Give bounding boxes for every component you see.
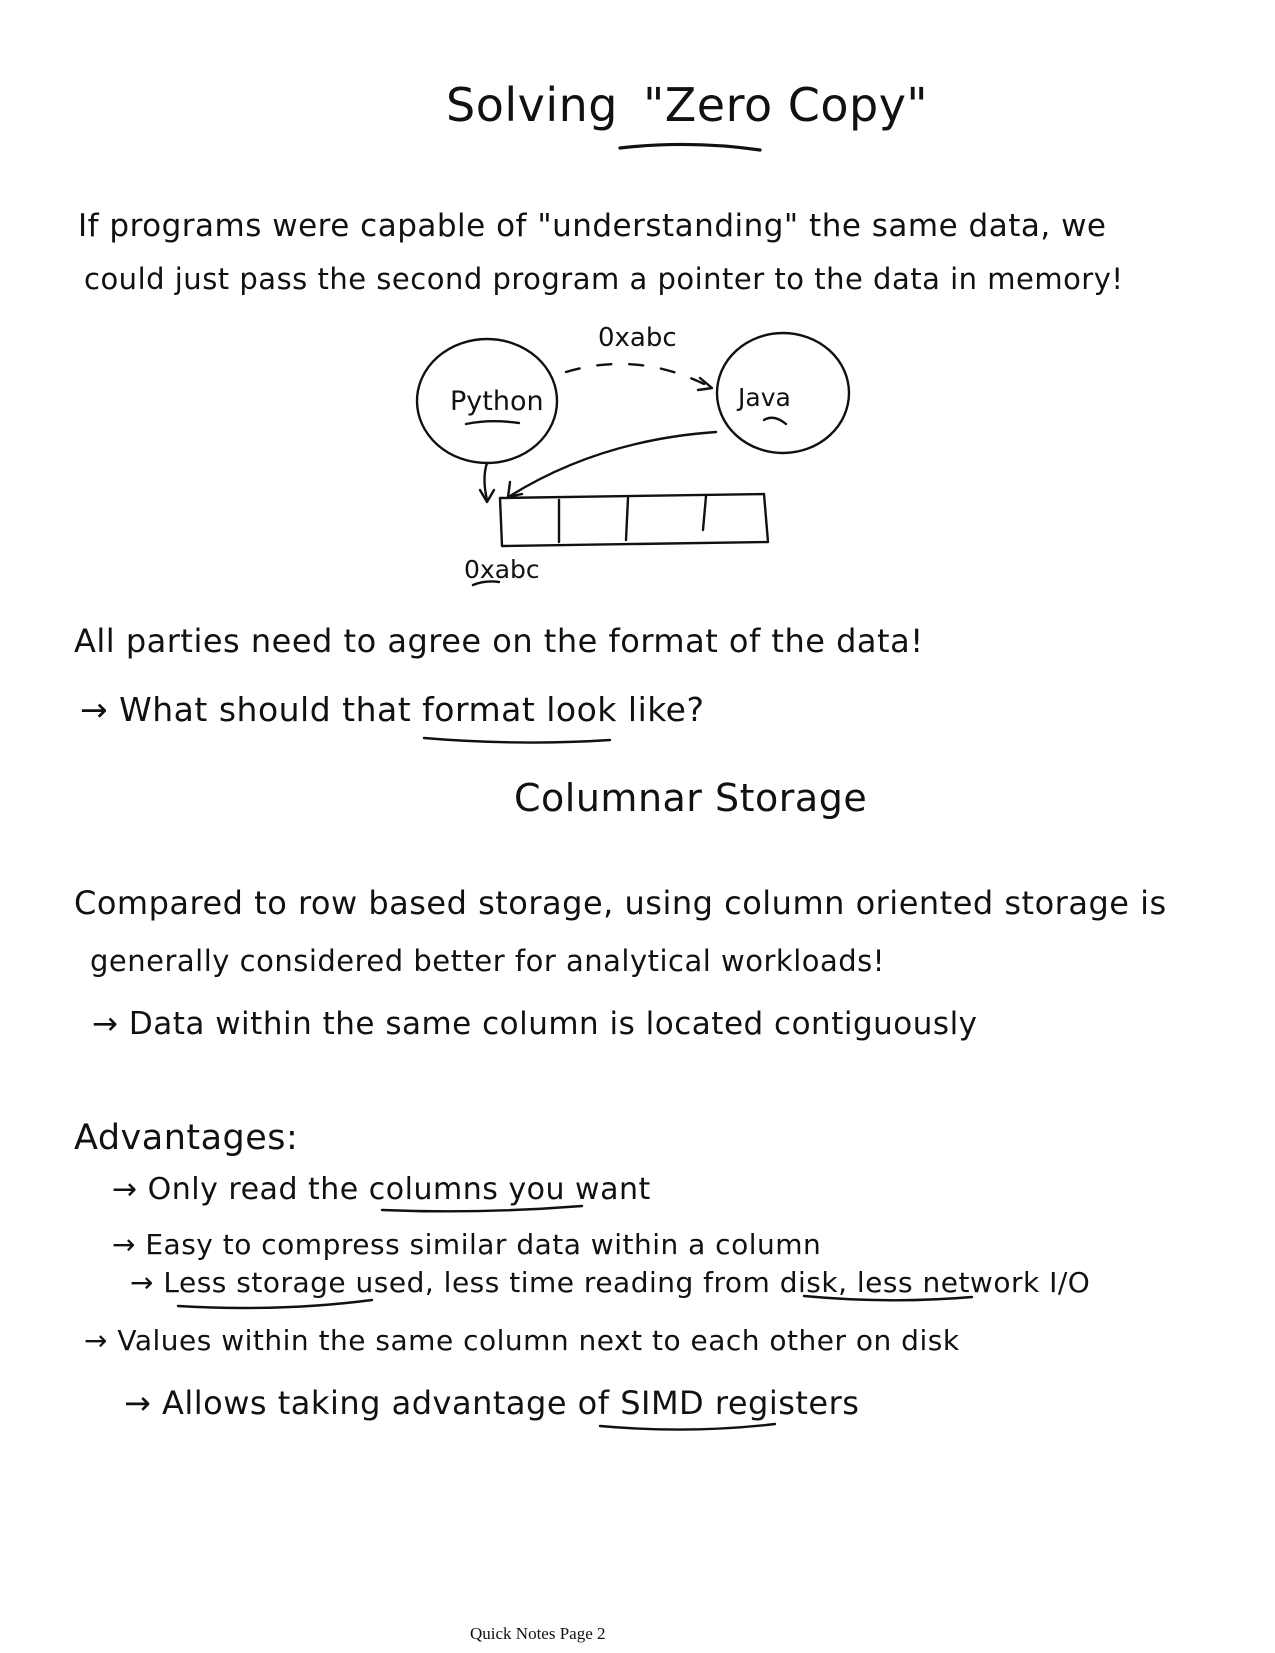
advantage-sub-item: → Allows taking advantage of SIMD registers xyxy=(124,1384,860,1422)
agree-line-1: All parties need to agree on the format of the data! xyxy=(74,622,924,660)
pointer-arrow xyxy=(566,364,712,388)
simd-underline xyxy=(600,1424,775,1430)
buffer-divider-3 xyxy=(703,496,706,530)
intro-line-2: could just pass the second program a pointer to the data in memory! xyxy=(84,262,1124,296)
section-heading: Columnar Storage xyxy=(514,776,868,820)
python-node-label: Python xyxy=(450,386,544,417)
less-storage-underline xyxy=(178,1300,372,1308)
python-arrow xyxy=(485,463,488,500)
agree-line-2: → What should that format look like? xyxy=(80,690,705,729)
intro-line-1: If programs were capable of "understanding" the same data, we xyxy=(78,208,1107,244)
memory-buffer xyxy=(500,494,768,546)
title-prefix: Solving xyxy=(446,78,618,132)
buffer-divider-2 xyxy=(626,498,628,540)
advantage-sub-item: → Less storage used, less time reading from disk, less network I/O xyxy=(130,1266,1091,1299)
advantage-item: → Only read the columns you want xyxy=(112,1172,651,1207)
page-footer: Quick Notes Page 2 xyxy=(470,1624,606,1643)
columnar-line-3: → Data within the same column is located contiguously xyxy=(92,1006,978,1042)
pointer-label: 0xabc xyxy=(598,323,677,353)
title-quoted: "Zero Copy" xyxy=(643,78,929,132)
title-underline xyxy=(620,144,760,150)
columnar-line-1: Compared to row based storage, using column oriented storage is xyxy=(74,884,1167,922)
advantages-heading: Advantages: xyxy=(74,1118,299,1158)
columnar-line-2: generally considered better for analytical workloads! xyxy=(90,944,885,978)
java-underline xyxy=(764,418,786,424)
advantage-item: → Values within the same column next to each other on disk xyxy=(84,1324,960,1357)
java-node-label: Java xyxy=(738,383,791,412)
buffer-address-label: 0xabc xyxy=(464,555,540,584)
advantage-item: → Easy to compress similar data within a column xyxy=(112,1228,822,1261)
python-underline xyxy=(466,421,519,424)
format-underline xyxy=(424,738,610,743)
